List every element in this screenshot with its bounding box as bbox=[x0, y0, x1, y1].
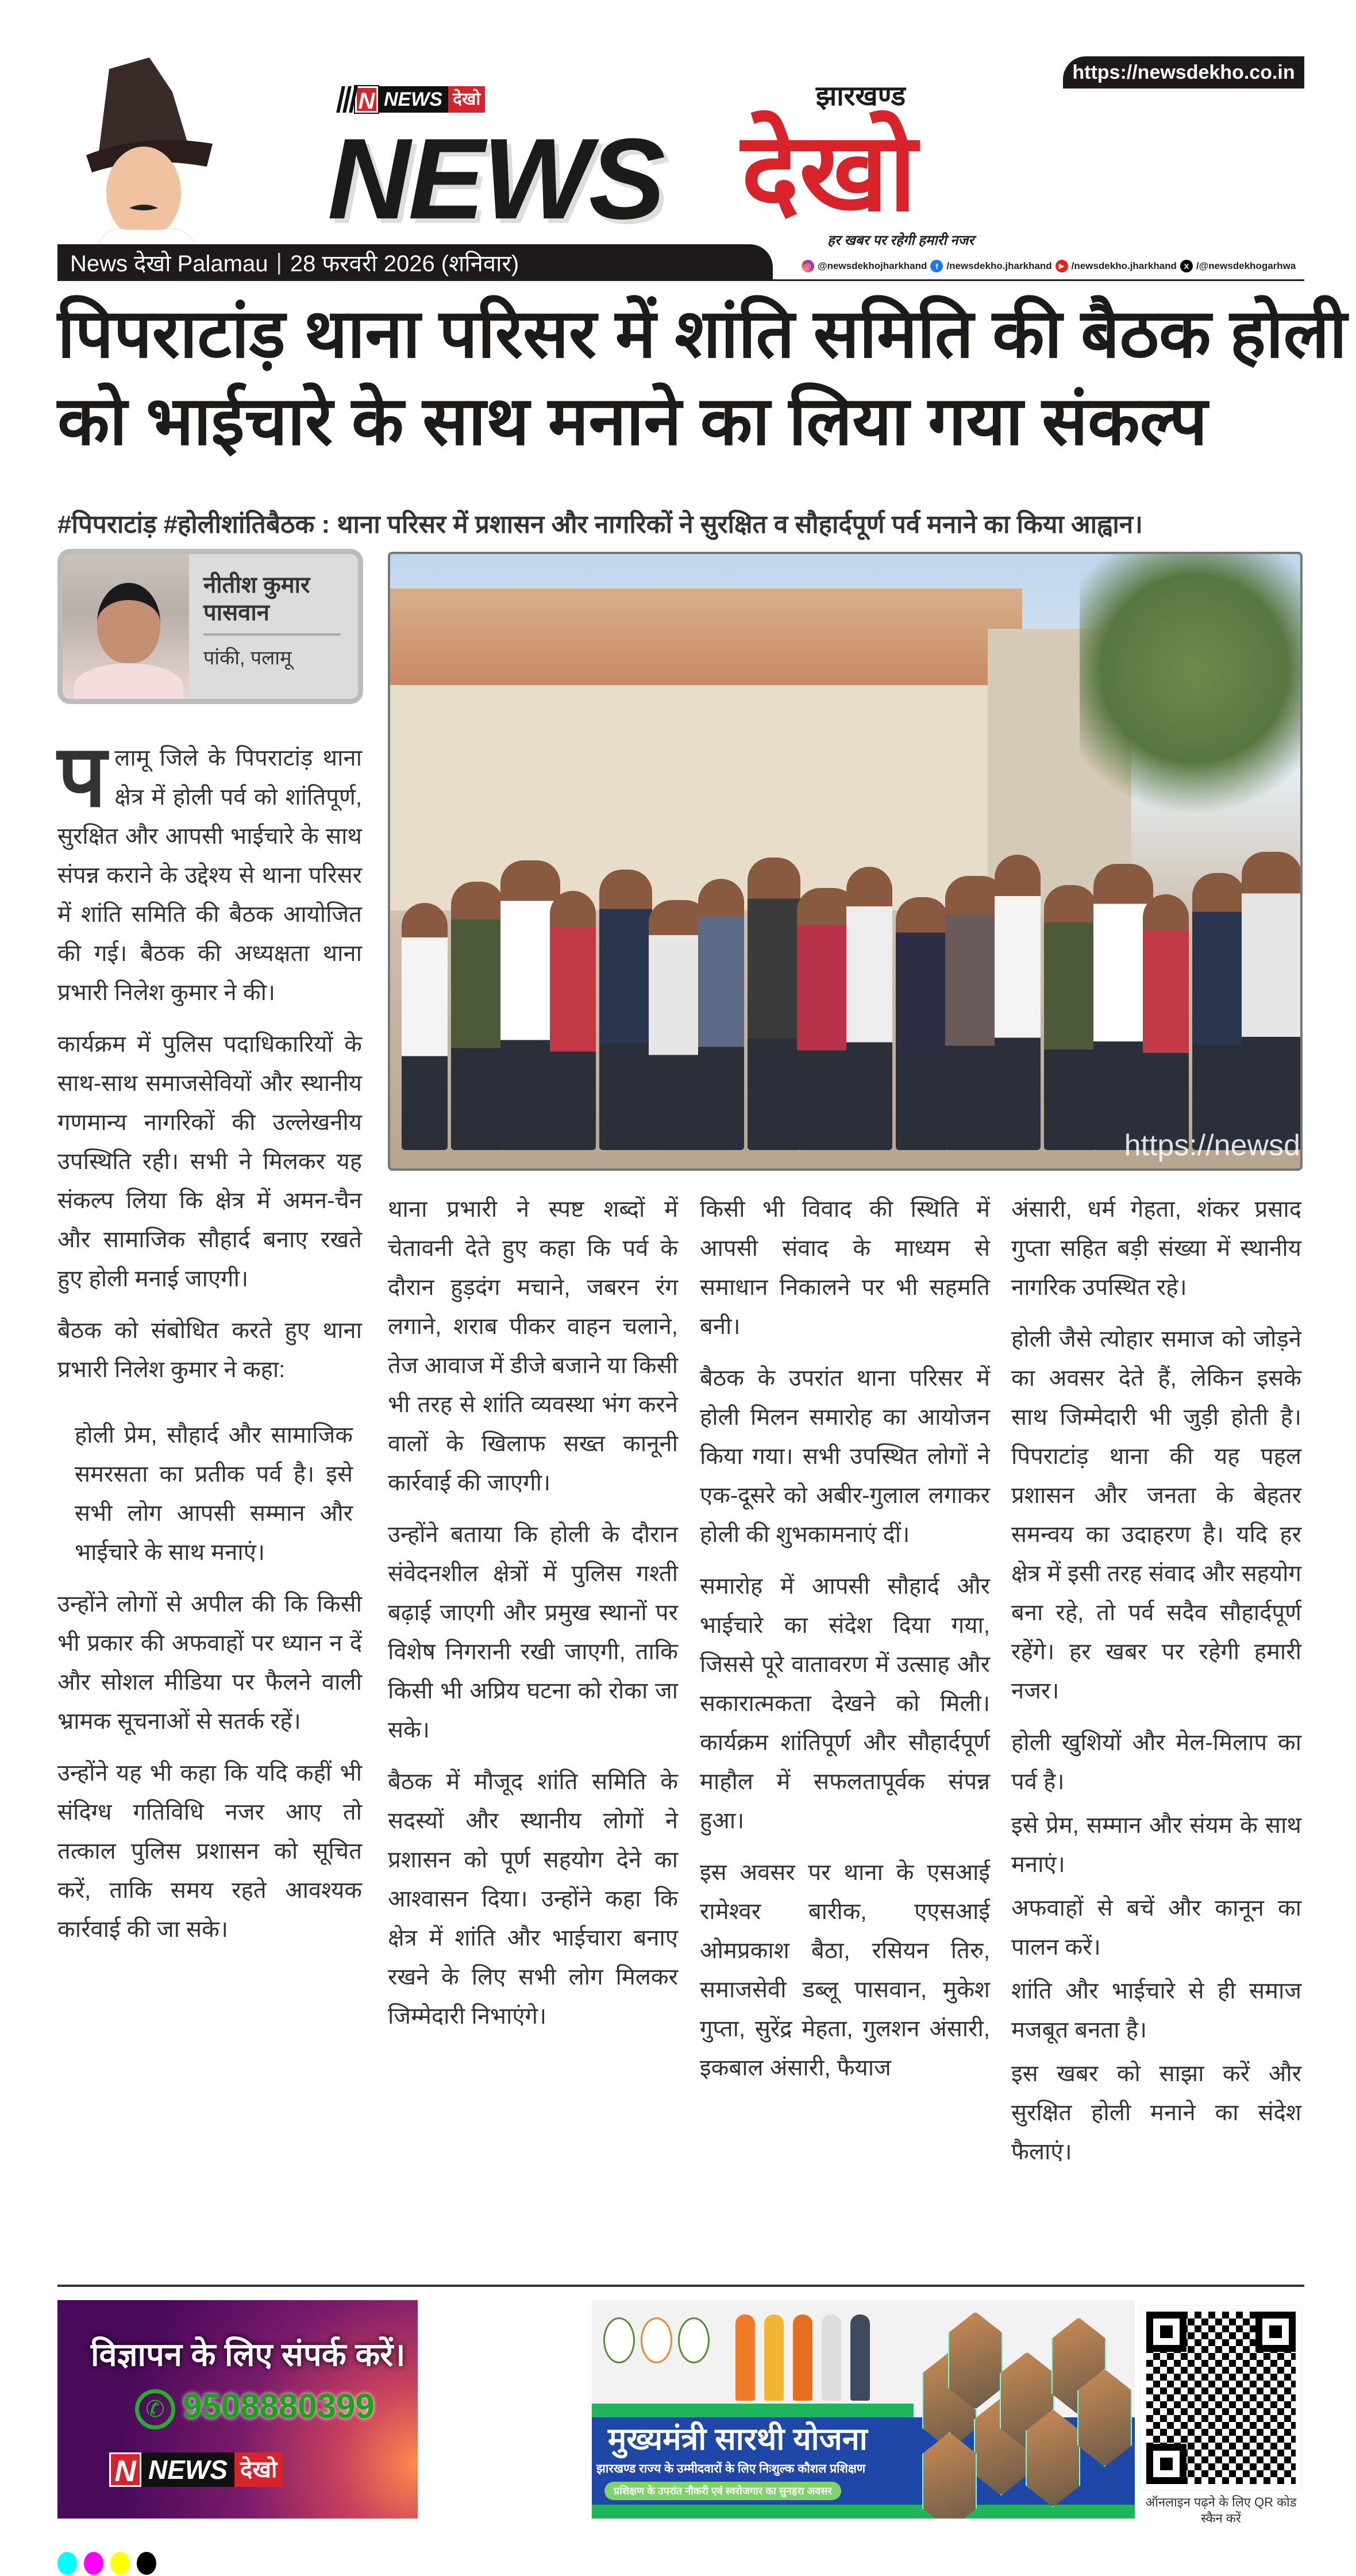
paragraph: किसी भी विवाद की स्थिति में आपसी संवाद के माध्यम से समाधान निकालने पर भी सहमति बनी। bbox=[700, 1197, 990, 1339]
photo-person bbox=[599, 870, 652, 1150]
paragraph: होली खुशियों और मेल-मिलाप का पर्व है। bbox=[1011, 1730, 1301, 1794]
photo-person bbox=[550, 891, 596, 1150]
photo-person bbox=[1242, 852, 1301, 1150]
paragraph: बैठक को संबोधित करते हुए थाना प्रभारी निलेश कुमार ने कहा: bbox=[57, 1318, 362, 1382]
paragraph: उन्होंने लोगों से अपील की कि किसी भी प्रकार की अफवाहों पर ध्यान न दें और सोशल मीडिया पर फैलने वाली भ्रामक सूचनाओं से सतर्क रहें। bbox=[57, 1591, 362, 1734]
author-name: नीतीश कुमार पासवान bbox=[203, 571, 341, 636]
photo-person bbox=[1143, 894, 1189, 1150]
x-icon: X bbox=[1180, 260, 1193, 272]
paragraph: शांति और भाईचारे से ही समाज मजबूत बनता है। bbox=[1011, 1978, 1301, 2043]
paragraph: उन्होंने यह भी कहा कि यदि कहीं भी संदिग्ध गतिविधि नजर आए तो तत्काल पुलिस प्रशासन को सूचित करें, ताकि समय रहते आवश्यक कार्रवाई की जा सके। bbox=[57, 1760, 362, 1942]
photo-person bbox=[698, 879, 744, 1150]
social-links bbox=[802, 260, 1304, 272]
youtube-icon: ▶ bbox=[1055, 260, 1068, 272]
photo-person bbox=[846, 867, 892, 1150]
magenta-dot bbox=[84, 2552, 103, 2575]
author-photo bbox=[63, 554, 189, 699]
social-facebook[interactable]: /newsdekho.jharkhand bbox=[946, 260, 1052, 271]
paragraph: बैठक के उपरांत थाना परिसर में होली मिलन समारोह का आयोजन किया गया। सभी उपस्थित लोगों ने एक-दूसरे को अबीर-गुलाल लगाकर होली की शुभकामनाएं दीं। bbox=[700, 1366, 990, 1547]
photo-person bbox=[995, 855, 1041, 1150]
article-column-2 bbox=[388, 1190, 678, 2048]
edition-date-bar bbox=[57, 244, 773, 280]
qr-caption: ऑनलाइन पढ़ने के लिए QR कोड स्कैन करें bbox=[1145, 2495, 1297, 2525]
paragraph: उन्होंने बताया कि होली के दौरान संवेदनशील क्षेत्रों में पुलिस गश्ती बढ़ाई जाएगी और प्रमुख स्थानों पर विशेष निगरानी रखी जाएगी, ताकि किसी भी अप्रिय घटना को रोका जा सके। bbox=[388, 1522, 678, 1743]
article-photo bbox=[388, 552, 1303, 1171]
ad-title: विज्ञापन के लिए संपर्क करें। bbox=[91, 2336, 406, 2373]
drop-cap: प bbox=[57, 728, 107, 824]
small-logo: N NEWS देखो bbox=[339, 85, 485, 114]
photo-watermark: https://newsd bbox=[1124, 1129, 1300, 1162]
jharkhand-seal-icon bbox=[678, 2317, 710, 2363]
article-column-4 bbox=[1011, 1190, 1301, 2176]
separator: | bbox=[276, 249, 282, 275]
photo-person bbox=[451, 882, 504, 1150]
logo-state: झारखण्ड bbox=[816, 81, 906, 112]
mygov-logo-icon bbox=[641, 2317, 672, 2363]
paragraph: समारोह में आपसी सौहार्द और भाईचारे का संदेश दिया गया, जिससे पूरे वातावरण में उत्साह और सकारात्मकता देखने को मिली। कार्यक्रम शांतिपूर्ण और सौहार्दपूर्ण माहौल में सफलतापूर्वक संपन्न हुआ। bbox=[700, 1574, 990, 1833]
paragraph: इस अवसर पर थाना के एसआई रामेश्वर बारीक, एएसआई ओमप्रकाश बैठा, रसियन तिरु, समाजसेवी डब्लू पासवान, मुकेश गुप्ता, सुरेंद्र मेहता, गुलशन अंसारी, इकबाल अंसारी, फैयाज bbox=[700, 1860, 990, 2081]
black-dot bbox=[137, 2552, 156, 2575]
emblem-icon bbox=[603, 2317, 635, 2363]
cyan-dot bbox=[57, 2552, 77, 2575]
qr-code[interactable] bbox=[1141, 2306, 1301, 2490]
author-byline bbox=[57, 549, 363, 704]
paragraph: कार्यक्रम में पुलिस पदाधिकारियों के साथ-साथ समाजसेवियों और स्थानीय गणमान्य नागरिकों की उल्लेखनीय उपस्थिति रही। सभी ने मिलकर यह संकल्प लिया कि क्षेत्र में अमन-चैन और सामाजिक सौहार्द बनाए रखते हुए होली मनाई जाएगी। bbox=[57, 1032, 362, 1291]
headline-line-2: को भाईचारे के साथ मनाने का लिया गया संकल्प bbox=[57, 383, 1208, 459]
edition-date: 28 फरवरी 2026 (शनिवार) bbox=[290, 251, 519, 276]
sarathi-yojana-ad[interactable] bbox=[592, 2300, 1135, 2519]
quote: होली प्रेम, सौहार्द और सामाजिक समरसता का प्रतीक पर्व है। इसे सभी लोग आपसी सम्मान और भाईचारे के साथ मनाएं। bbox=[75, 1422, 353, 1565]
paragraph: बैठक में मौजूद शांति समिति के सदस्यों और स्थानीय लोगों ने प्रशासन को पूर्ण सहयोग देने का आश्वासन दिया। उन्होंने कहा कि क्षेत्र में शांति और भाईचारा बनाए रखने के लिए सभी लोग मिलकर जिम्मेदारी निभाएंगे। bbox=[388, 1769, 678, 2029]
paragraph: होली जैसे त्योहार समाज को जोड़ने का अवसर देते हैं, लेकिन इसके साथ जिम्मेदारी भी जुड़ी होती है। पिपराटांड़ थाना की यह पहल प्रशासन और जनता के बेहतर समन्वय का उदाहरण है। यदि हर क्षेत्र में इसी तरह संवाद और सहयोग बना रहे, तो पर्व सदैव सौहार्दपूर्ण रहेंगे। हर खबर पर रहेगी हमारी नजर। bbox=[1011, 1327, 1301, 1704]
yellow-dot bbox=[110, 2552, 130, 2575]
logo-news: NEWS bbox=[328, 115, 663, 243]
paragraph: अंसारी, धर्म गेहता, शंकर प्रसाद गुप्ता सहित बड़ी संख्या में स्थानीय नागरिक उपस्थित रहे। bbox=[1011, 1197, 1301, 1300]
whatsapp-icon: ✆ bbox=[135, 2389, 175, 2429]
instagram-icon: ◎ bbox=[802, 260, 814, 272]
social-instagram[interactable]: @newsdekhojharkhand bbox=[818, 260, 927, 271]
ad-subtitle: झारखण्ड राज्य के उम्मीदवारों के लिए निःशुल्क कौशल प्रशिक्षण bbox=[596, 2462, 866, 2475]
website-url[interactable]: https://newsdekho.co.in bbox=[1063, 56, 1304, 89]
article-column-1 bbox=[57, 728, 362, 1962]
article-column-3 bbox=[700, 1190, 990, 2100]
ad-pill: प्रशिक्षण के उपरांत नौकरी एवं स्वरोजगार का सुनहरा अवसर bbox=[604, 2482, 841, 2500]
cmyk-registration-marks bbox=[57, 2552, 156, 2575]
advertise-contact-ad[interactable] bbox=[57, 2300, 418, 2519]
subheadline: #पिपराटांड़ #होलीशांतिबैठक : थाना परिसर में प्रशासन और नागरिकों ने सुरक्षित व सौहार्दपूर्ण पर्व मनाने का किया आह्वान। bbox=[57, 510, 1143, 539]
paragraph: इसे प्रेम, सम्मान और संयम के साथ मनाएं। bbox=[1011, 1813, 1301, 1877]
ad-phone[interactable]: 9508880399 bbox=[183, 2387, 375, 2425]
paragraph: थाना प्रभारी ने स्पष्ट शब्दों में चेतावनी देते हुए कहा कि पर्व के दौरान हुड़दंग मचाने, जबरन रंग लगाने, शराब पीकर वाहन चलाने, तेज आवाज में डीजे बजाने या किसी भी तरह से शांति व्यवस्था भंग करने वालों के खिलाफ सख्त कानूनी कार्रवाई की जाएगी। bbox=[388, 1197, 678, 1495]
paragraph: अफवाहों से बचें और कानून का पालन करें। bbox=[1011, 1896, 1301, 1960]
edition-name: News देखो Palamau bbox=[70, 251, 268, 276]
photo-person bbox=[748, 858, 800, 1150]
ad-title: मुख्यमंत्री सारथी योजना bbox=[608, 2422, 868, 2456]
headline-line-1: पिपराटांड़ थाना परिसर में शांति समिति की बैठक होली bbox=[57, 296, 1347, 372]
headline bbox=[57, 290, 1347, 465]
author-location: पांकी, पलामू bbox=[203, 647, 292, 669]
tagline: हर खबर पर रहेगी हमारी नजर bbox=[827, 233, 974, 248]
paragraph: लामू जिले के पिपराटांड़ थाना क्षेत्र में होली पर्व को शांतिपूर्ण, सुरक्षित और आपसी भाईचारे के साथ संपन्न कराने के उद्देश्य से थाना परिसर में शांति समिति की बैठक आयोजित की गई। बैठक की अध्यक्षता थाना प्रभारी निलेश कुमार ने की। bbox=[57, 745, 362, 1005]
photo-person bbox=[1192, 873, 1245, 1150]
paragraph: इस खबर को साझा करें और सुरक्षित होली मनाने का संदेश फैलाएं। bbox=[1011, 2061, 1301, 2164]
facebook-icon: f bbox=[930, 260, 943, 272]
social-x[interactable]: /@newsdekhogarhwa bbox=[1196, 260, 1296, 271]
photo-person bbox=[896, 897, 949, 1150]
photo-person bbox=[1044, 885, 1097, 1150]
header-divider bbox=[57, 279, 1304, 281]
photo-person bbox=[402, 903, 448, 1150]
logo-dekho: देखो bbox=[741, 112, 917, 233]
portrait-illustration bbox=[75, 57, 247, 244]
footer-divider bbox=[57, 2285, 1304, 2287]
social-youtube[interactable]: /newsdekho.jharkhand bbox=[1071, 260, 1177, 271]
ad-logo: N NEWS देखो bbox=[109, 2452, 283, 2487]
